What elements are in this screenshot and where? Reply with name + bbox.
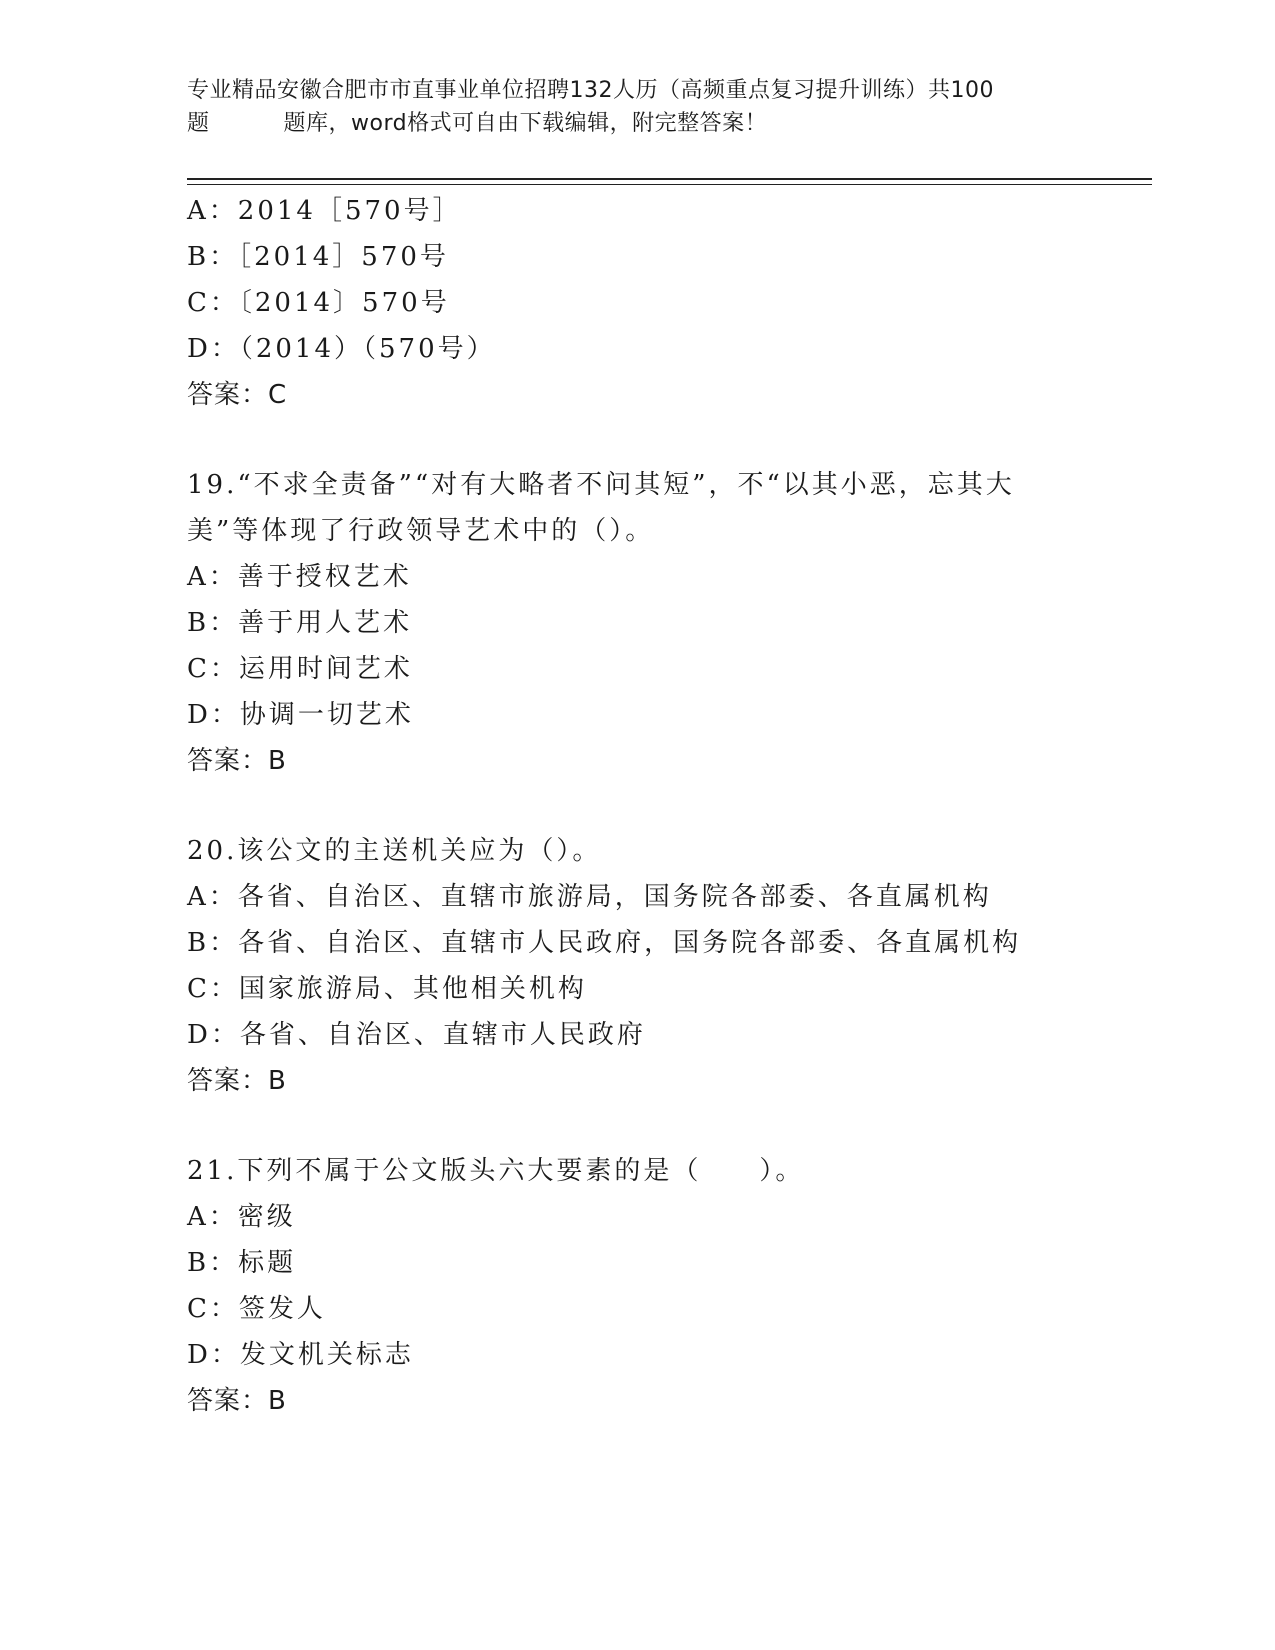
question-21 [187,1148,1147,1424]
question-18 [187,188,1147,418]
document-header [187,74,1087,140]
option-b: B：［2014］570号 [187,242,449,272]
option-c: C：运用时间艺术 [187,654,413,684]
option-a: A：密级 [187,1202,296,1232]
option-a: A：2014［570号］ [187,196,462,226]
option-d: D：各省、自治区、直辖市人民政府 [187,1020,646,1050]
option-b: B：善于用人艺术 [187,608,413,638]
option-b: B：各省、自治区、直辖市人民政府，国务院各部委、各直属机构 [187,928,1022,958]
question-19 [187,462,1147,784]
option-a: A：各省、自治区、直辖市旅游局，国务院各部委、各直属机构 [187,882,992,912]
header-title-line2-head: 题 [187,111,210,136]
question-stem-line2: 美”等体现了行政领导艺术中的（）。 [187,516,655,546]
header-title-line1: 专业精品安徽合肥市市直事业单位招聘132人历（高频重点复习提升训练）共100 [187,78,994,103]
spacer [187,418,1147,462]
answer: 答案：B [187,1066,287,1096]
header-divider-thick [187,178,1152,180]
question-stem-line1: 19.“不求全责备”“对有大略者不问其短”，不“以其小恶，忘其大 [187,470,1015,500]
option-c: C：签发人 [187,1294,326,1324]
option-a: A：善于授权艺术 [187,562,412,592]
header-title-line2-tail: 题库，word格式可自由下载编辑，附完整答案！ [283,111,768,136]
question-list [187,188,1147,1424]
header-divider-thin [187,184,1152,185]
option-c: C：国家旅游局、其他相关机构 [187,974,587,1004]
answer: 答案：C [187,380,288,410]
answer: 答案：B [187,746,287,776]
answer: 答案：B [187,1386,287,1416]
spacer [187,784,1147,828]
option-b: B：标题 [187,1248,297,1278]
option-d: D：协调一切艺术 [187,700,414,730]
option-c: C：〔2014〕570号 [187,288,450,318]
option-d: D：发文机关标志 [187,1340,414,1370]
option-d: D：（2014）（570号） [187,334,496,364]
spacer [187,1104,1147,1148]
header-title-line2 [187,107,1087,140]
question-20 [187,828,1147,1104]
question-stem-line1: 20.该公文的主送机关应为（）。 [187,836,602,866]
question-stem-line1: 21.下列不属于公文版头六大要素的是（ ）。 [187,1156,805,1186]
